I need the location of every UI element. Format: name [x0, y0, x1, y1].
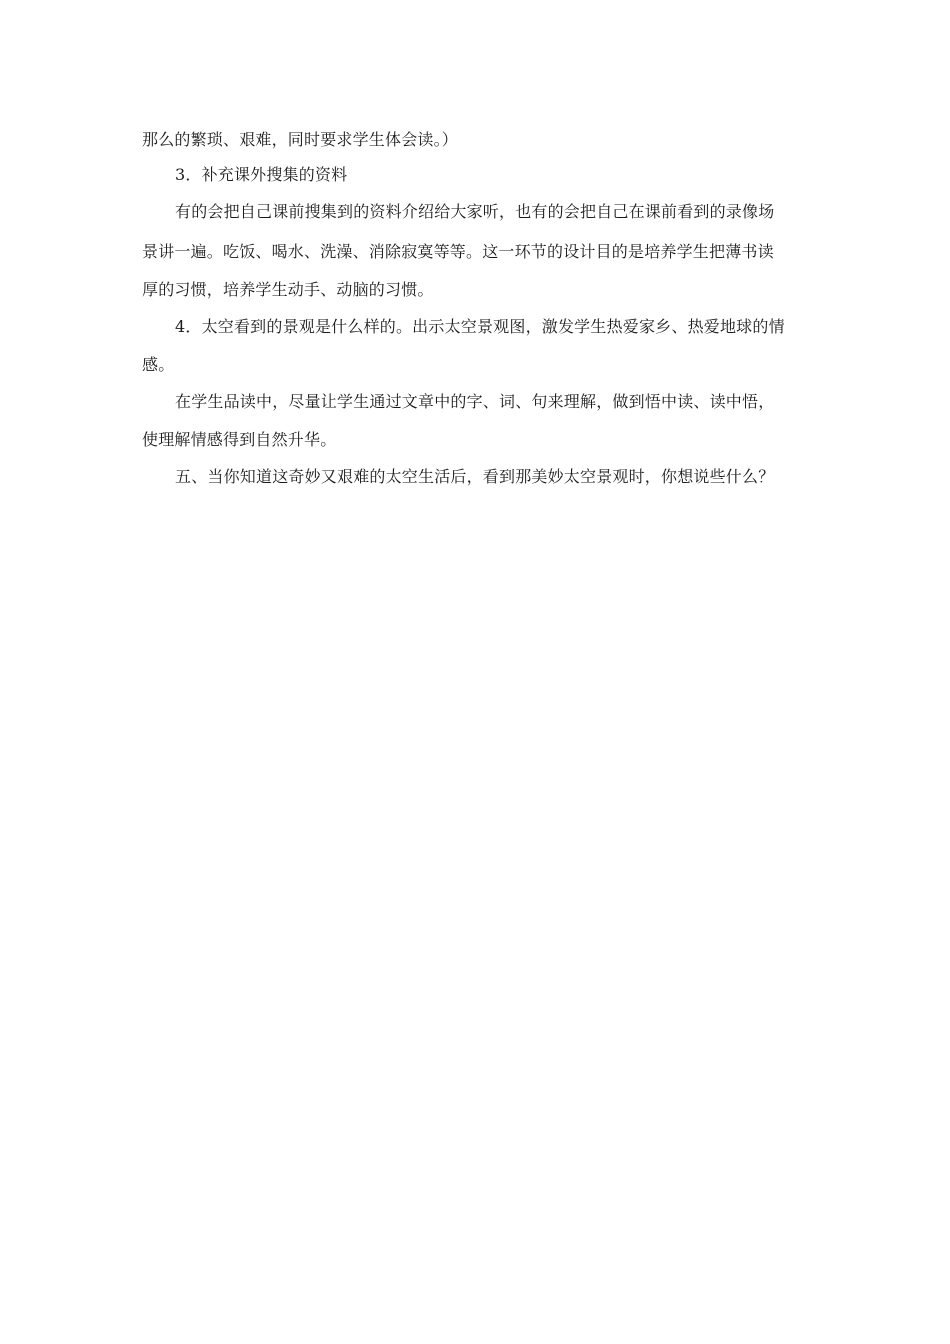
- paragraph-line: 厚的习惯，培养学生动手、动脑的习惯。: [142, 280, 434, 299]
- paragraph-line: 景讲一遍。吃饭、喝水、洗澡、消除寂寞等等。这一环节的设计目的是培养学生把薄书读: [142, 242, 774, 261]
- section-heading-3: 3．补充课外搜集的资料: [175, 165, 348, 184]
- document-body: [142, 122, 812, 497]
- paragraph-line: 有的会把自己课前搜集到的资料介绍给大家听，也有的会把自己在课前看到的录像场: [175, 202, 775, 221]
- paragraph-continuation-line: 那么的繁琐、艰难，同时要求学生体会读。）: [142, 130, 459, 149]
- paragraph-line: 使理解情感得到自然升华。: [142, 430, 337, 449]
- paragraph-line: 感。: [142, 355, 175, 374]
- paragraph-line: 在学生品读中，尽量让学生通过文章中的字、词、句来理解，做到悟中读、读中悟，: [175, 392, 775, 411]
- section-heading-4: 4．太空看到的景观是什么样的。出示太空景观图，激发学生热爱家乡、热爱地球的情: [175, 317, 785, 336]
- section-heading-5: 五、当你知道这奇妙又艰难的太空生活后，看到那美妙太空景观时，你想说些什么？: [175, 467, 775, 486]
